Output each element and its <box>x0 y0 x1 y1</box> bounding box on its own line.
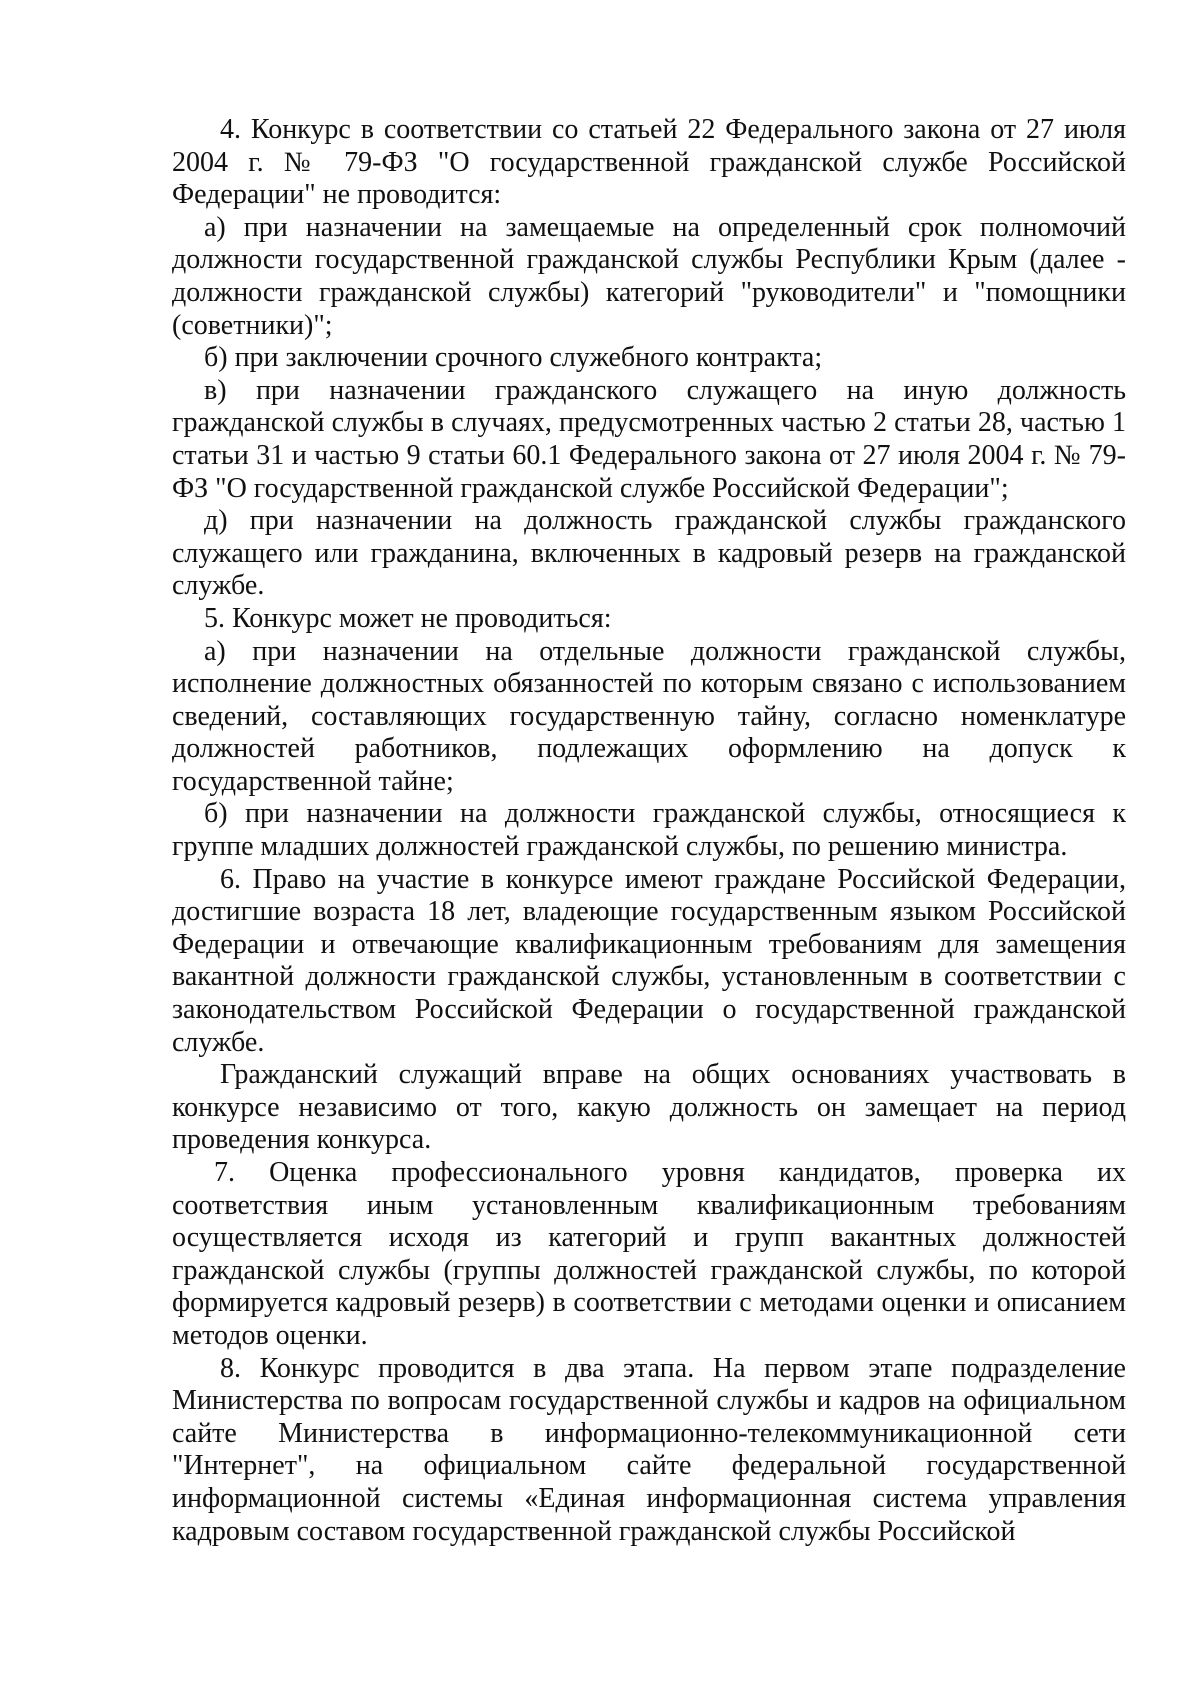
document-page <box>172 114 1126 1548</box>
paragraph-8: 8. Конкурс проводится в два этапа. На первом этапе подразделение Министерства по вопросам государственной службы и кадров на официальном сайте Министерства в информационно-телекоммуникационной сети "Интернет", на официальном сайте федеральной государственной информационной системы «Единая информационная система управления кадровым составом государственной гражданской службы Российской <box>172 1352 1126 1547</box>
paragraph-4d: д) при назначении на должность гражданской службы гражданского служащего или гражданина, включенных в кадровый резерв на гражданской службе. <box>172 505 1126 602</box>
paragraph-5: 5. Конкурс может не проводиться: <box>204 602 612 634</box>
paragraph-5a: а) при назначении на отдельные должности гражданской службы, исполнение должностных обязанностей по которым связано с использованием сведений, составляющих государственную тайну, согласно номенклатуре должностей работников, подлежащих оформлению на допуск к государственной тайне; <box>172 635 1126 797</box>
paragraph-4a: а) при назначении на замещаемые на определенный срок полномочий должности государственной гражданской службы Республики Крым (далее - должности гражданской службы) категорий "руководители" и "помощники (советники)"; <box>172 211 1126 341</box>
paragraph-4: 4. Конкурс в соответствии со статьей 22 Федерального закона от 27 июля 2004 г. № 79-ФЗ "О государственной гражданской службе Российской Федерации" не проводится: <box>172 114 1126 211</box>
paragraph-5b: б) при назначении на должности гражданской службы, относящиеся к группе младших должностей гражданской службы, по решению министра. <box>172 798 1126 863</box>
paragraph-6-civil-servant: Гражданский служащий вправе на общих основаниях участвовать в конкурсе независимо от того, какую должность он замещает на период проведения конкурса. <box>172 1059 1126 1156</box>
paragraph-4b: б) при заключении срочного служебного контракта; <box>204 342 823 374</box>
paragraph-6: 6. Право на участие в конкурсе имеют граждане Российской Федерации, достигшие возраста 18 лет, владеющие государственным языком Российской Федерации и отвечающие квалификационным требованиям для замещения вакантной должности гражданской службы, установленным в соответствии с законодательством Российской Федерации о государственной гражданской службе. <box>172 863 1126 1058</box>
paragraph-4v: в) при назначении гражданского служащего на иную должность гражданской службы в случаях, предусмотренных частью 2 статьи 28, частью 1 статьи 31 и частью 9 статьи 60.1 Федерального закона от 27 июля 2004 г. № 79-ФЗ "О государственной гражданской службе Российской Федерации"; <box>172 374 1126 504</box>
paragraph-7: 7. Оценка профессионального уровня кандидатов, проверка их соответствия иным установленным квалификационным требованиям осуществляется исходя из категорий и групп вакантных должностей гражданской службы (группы должностей гражданской службы, по которой формируется кадровый резерв) в соответствии с методами оценки и описанием методов оценки. <box>172 1157 1126 1351</box>
